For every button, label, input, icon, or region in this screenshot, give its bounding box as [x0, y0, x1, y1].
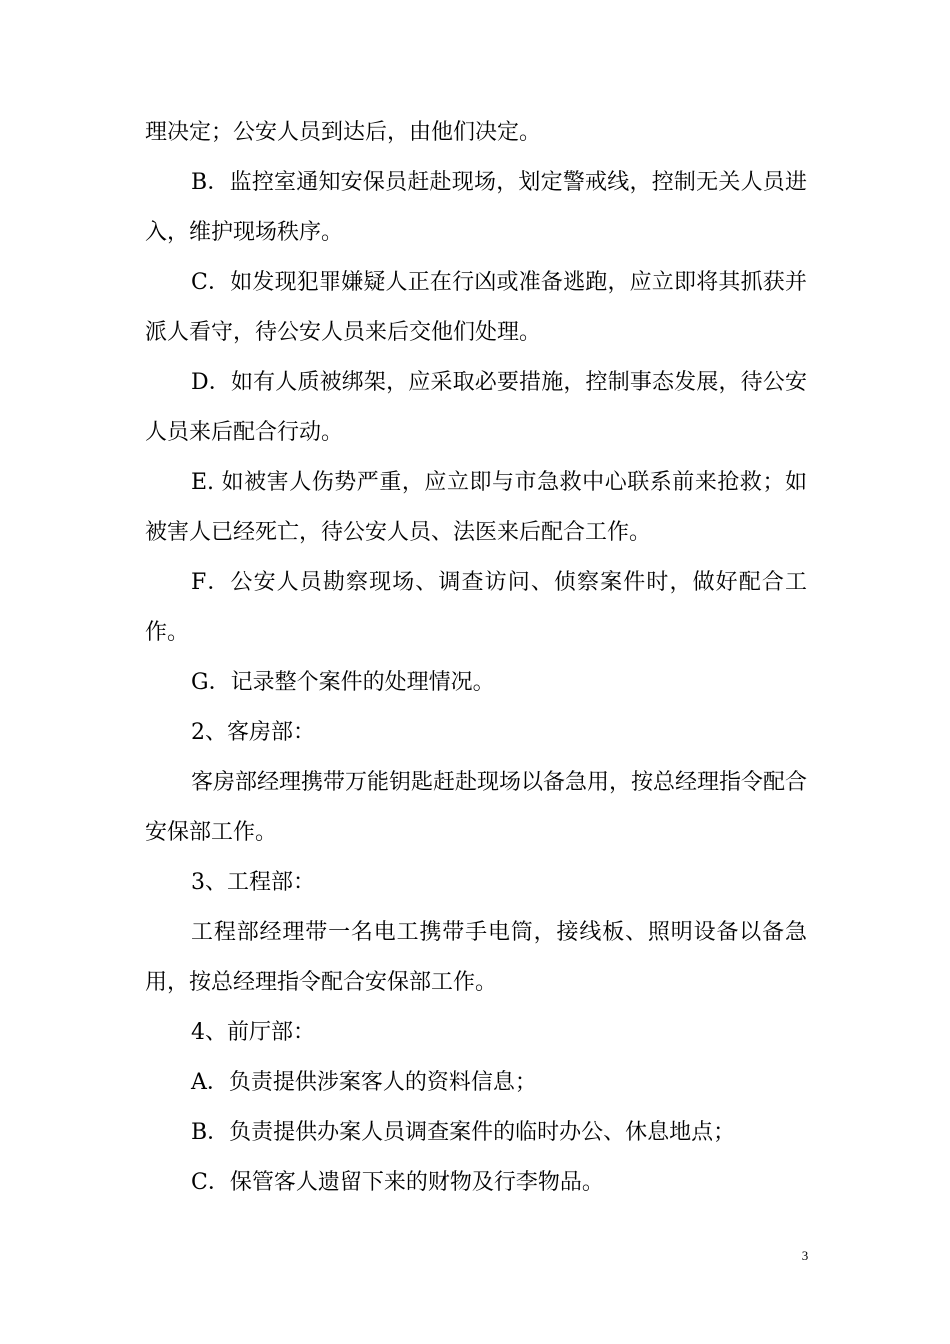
paragraph-front-office-c: C．保管客人遗留下来的财物及行李物品。 — [191, 1170, 604, 1195]
paragraph-engineering: 工程部经理带一名电工携带手电筒，接线板、照明设备以备急用，按总经理指令配合安保部工作。 — [145, 920, 807, 995]
paragraph-item-b: B．监控室通知安保员赶赴现场，划定警戒线，控制无关人员进入，维护现场秩序。 — [145, 170, 807, 245]
document-body — [145, 108, 807, 1208]
paragraph-item-g: G．记录整个案件的处理情况。 — [191, 670, 495, 695]
section-heading-front-office: 4、前厅部： — [191, 1020, 315, 1045]
paragraph-housekeeping: 客房部经理携带万能钥匙赶赴现场以备急用，按总经理指令配合安保部工作。 — [145, 770, 808, 845]
paragraph-item-d: D．如有人质被绑架，应采取必要措施，控制事态发展，待公安人员来后配合行动。 — [145, 370, 807, 445]
paragraph-continuation: 理决定；公安人员到达后，由他们决定。 — [145, 120, 542, 145]
section-heading-engineering: 3、工程部： — [191, 870, 315, 895]
paragraph-item-f: F．公安人员勘察现场、调查访问、侦察案件时，做好配合工作。 — [145, 570, 807, 645]
paragraph-front-office-b: B．负责提供办案人员调查案件的临时办公、休息地点； — [191, 1120, 736, 1145]
page-number: 3 — [801, 1248, 809, 1263]
paragraph-item-c: C．如发现犯罪嫌疑人正在行凶或准备逃跑，应立即将其抓获并派人看守，待公安人员来后交他们处理。 — [145, 270, 807, 345]
paragraph-item-e: E. 如被害人伤势严重，应立即与市急救中心联系前来抢救；如被害人已经死亡，待公安人员、法医来后配合工作。 — [145, 470, 807, 545]
section-heading-housekeeping: 2、客房部： — [191, 720, 315, 745]
paragraph-front-office-a: A．负责提供涉案客人的资料信息； — [191, 1070, 537, 1095]
